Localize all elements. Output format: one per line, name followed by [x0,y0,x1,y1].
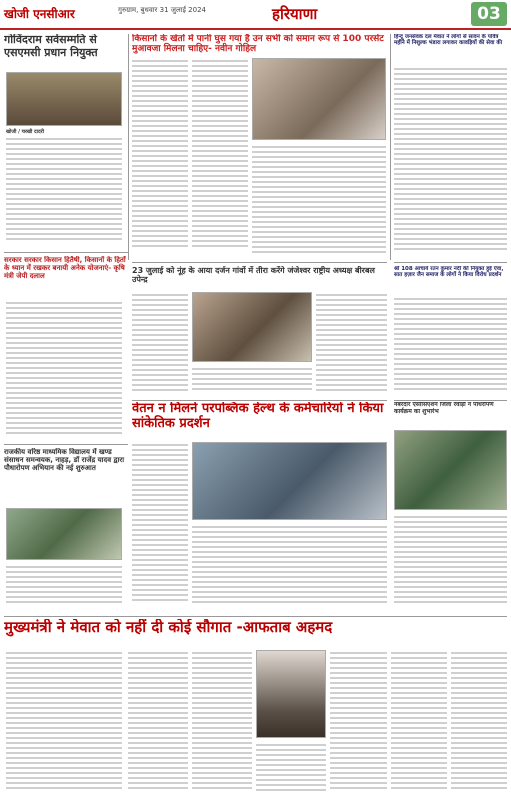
article-headline: सरकार सरकार किसान हितैषी, किसानों के हितों के ध्यान में रखकर बनायी अनेक योजनाएं- कृषि मंत्री जेपी दलाल [4,256,126,281]
article-body [192,650,252,796]
article-body [6,650,122,796]
article-body [6,136,122,248]
article-headline: श्री 108 आचार्य रतन कुमार नंदी की नियुक्त हुई ऐवा, सात हज़ार जैन समाज के लोगों ने किया विरोध प्रदर्शन [394,266,504,279]
article-photo [192,292,312,362]
column-divider [128,34,129,260]
article-photo [252,58,386,140]
section-divider [132,400,387,401]
column-divider [390,34,391,260]
section-divider [4,444,128,445]
section-title: हरियाणा [272,5,318,23]
article-body [252,144,386,258]
article-body [6,300,122,440]
article-byline: खोजी / चरखी दादरी [6,129,44,135]
article-body [330,650,387,796]
article-body [316,292,387,398]
article-body [394,514,507,612]
article-photo [6,72,122,126]
article-body [391,650,447,796]
article-headline: गोविंदराम सर्वसम्मति से एसएमसी प्रधान नियुक्त [4,34,98,59]
article-headline: हिन्दू जनसेवक दल मेवात ने लोगों से सावन के पवित्र महीने में निशुल्क भंडारा लगाकर कावड़ियों की सेवा की [394,34,503,47]
article-headline: मुख्यमंत्री ने मेवात को नहीं दी कोई सौगात -आफताब अहमद [4,619,333,636]
article-headline: नंबरदार एसोसिएशन जिला रेवाड़ी ने पौधरोपण कार्यक्रम का शुभारंभ [394,402,494,415]
article-body [192,366,312,398]
page-number: 03 [471,2,507,26]
article-body [256,742,326,796]
article-photo [6,508,122,560]
portrait-photo [256,650,326,738]
dateline: गुरुग्राम, बुधवार 31 जुलाई 2024 [118,6,206,14]
section-divider [4,252,128,253]
article-body [192,58,248,258]
section-divider [4,616,507,617]
article-headline: राजकीय वरिष्ठ माध्यमिक विद्यालय में खण्ड संसाधन समन्वयक, नाहड़, डॉ राजेंद्र यादव द्वारा पौधारोपण अभियान की नई शुरुआत [4,448,125,473]
article-headline: किसानों के खेतों में पानी घुस गया है उन सभी को समान रूप से 100 परसेंट मुआवजा मिलना चाहिए- नवीन गोहिल [132,34,384,55]
article-body [132,292,188,398]
article-photo [394,430,507,510]
article-body [6,564,122,612]
section-divider [394,262,507,263]
article-body [132,442,188,612]
article-photo [192,442,387,520]
article-body [394,296,507,396]
brand-name: खोजी एनसीआर [4,7,75,21]
article-headline: 23 जुलाई को नूंह के आया दर्जन गांवों में तीरा करेंगे जंजेश्वर राष्ट्रीय अध्यक्ष बीरबल उपेन्द्र [132,266,375,285]
section-divider [394,400,507,401]
article-body [451,650,507,796]
article-headline: वेतन न मिलने परपब्लिक हेल्थ के कर्मचारियों ने किया सांकेतिक प्रदर्शन [132,402,384,431]
masthead [0,0,511,30]
section-divider [132,262,387,263]
article-body [192,524,387,612]
article-body [132,58,188,258]
article-body [394,66,507,260]
article-body [128,650,188,796]
